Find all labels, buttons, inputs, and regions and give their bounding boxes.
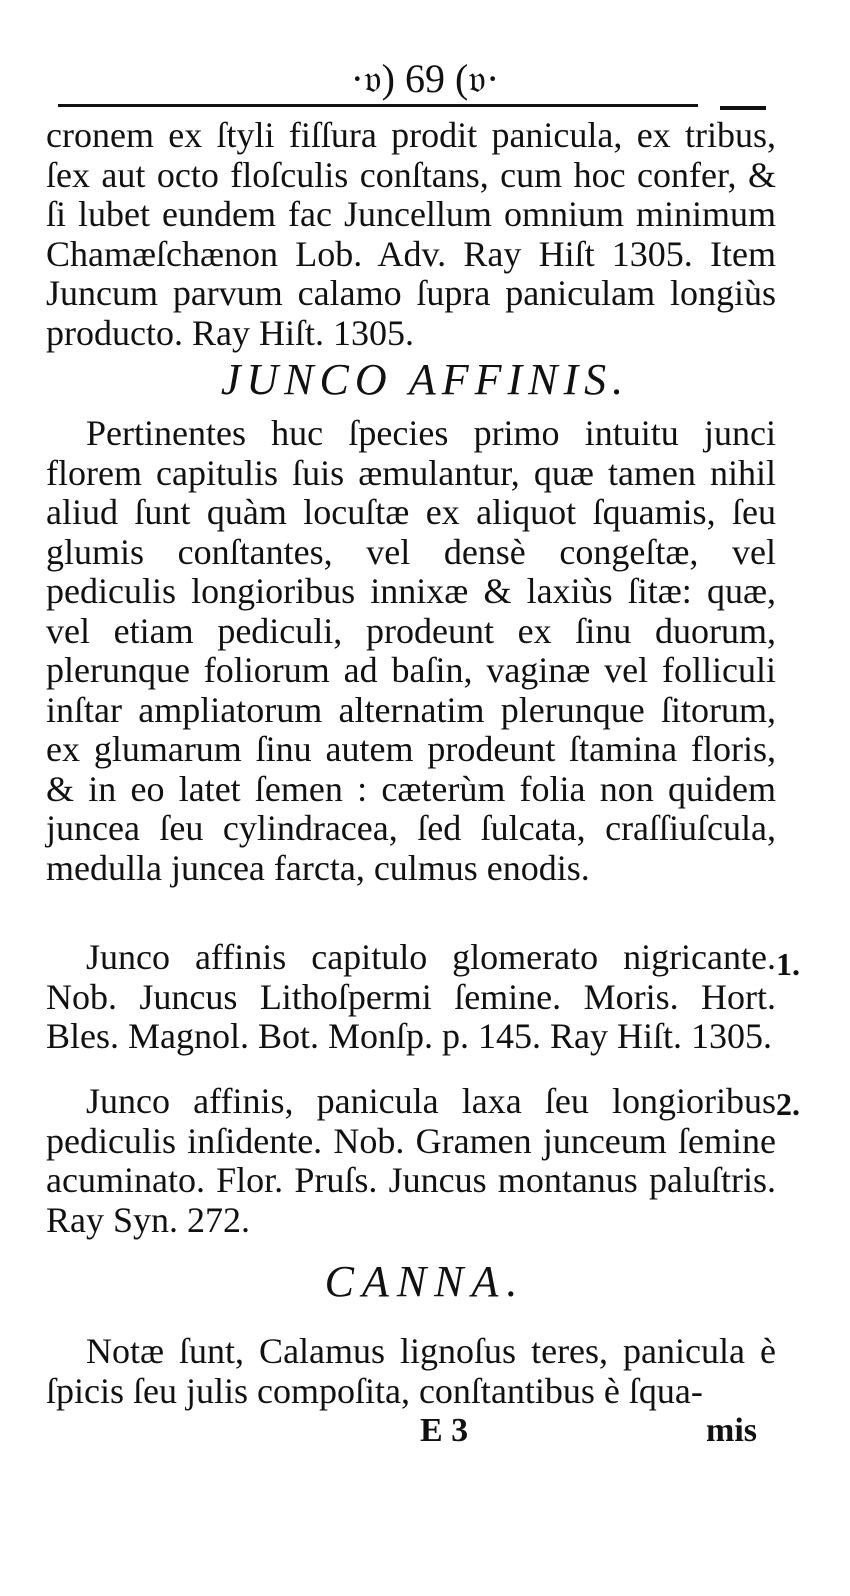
page-header: ·𝔳) 69 (𝔳· [350, 56, 500, 101]
species-entry-1: Junco affinis capitulo glomerato nigricante. Nob. Juncus Lithoſpermi ſemine. Moris. Hort. Bles. Magnol. Bot. Monſp. p. 145. Ray Hiſt. 1305. [46, 937, 776, 1056]
signature-mark: E 3 [420, 1412, 469, 1449]
paragraph-description: Pertinentes huc ſpecies primo intuitu junci florem capitulis ſuis æmulantur, quæ tamen nihil aliud ſunt quàm locuſtæ ex aliquot ſquamis, ſeu glumis conſtantes, vel densè congeſtæ, vel pediculis longioribus innixæ & laxiùs ſitæ: quæ, vel etiam pediculi, prodeunt ex ſinu duorum, plerunque foliorum ad baſin, vaginæ vel folliculi inſtar ampliatorum alternatim plerunque ſitorum, ex glumarum ſinu autem prodeunt ſtamina floris, & in eo latet ſemen : cæterùm folia non quidem juncea ſeu cylindracea, ſed ſulcata, craſſiuſcula, medulla juncea farcta, culmus enodis. [46, 413, 776, 888]
species-number-1: 1. [776, 946, 800, 982]
paragraph-canna: Notæ ſunt, Calamus lignoſus teres, panicula è ſpicis ſeu julis compoſita, conſtantibus è ſqua- [46, 1331, 776, 1411]
header-rule-end [720, 106, 766, 110]
species-number-2: 2. [776, 1086, 800, 1122]
paragraph-continuation: cronem ex ſtyli fiſſura prodit panicula, ex tribus, ſex aut octo floſculis conſtans, cum hoc confer, & ſi lubet eundem fac Juncellum omnium minimum Chamæſchænon Lob. Adv. Ray Hiſt 1305. Item Juncum parvum calamo ſupra paniculam longiùs producto. Ray Hiſt. 1305. [46, 115, 776, 353]
species-entry-2: Junco affinis, panicula laxa ſeu longioribus pediculis inſidente. Nob. Gramen junceum ſemine acuminato. Flor. Pruſs. Juncus montanus paluſtris. Ray Syn. 272. [46, 1081, 776, 1240]
section-heading-canna: CANNA. [324, 1257, 526, 1306]
catchword: mis [706, 1412, 757, 1449]
header-rule [58, 104, 698, 107]
section-heading-junco-affinis: JUNCO AFFINIS. [220, 355, 630, 404]
